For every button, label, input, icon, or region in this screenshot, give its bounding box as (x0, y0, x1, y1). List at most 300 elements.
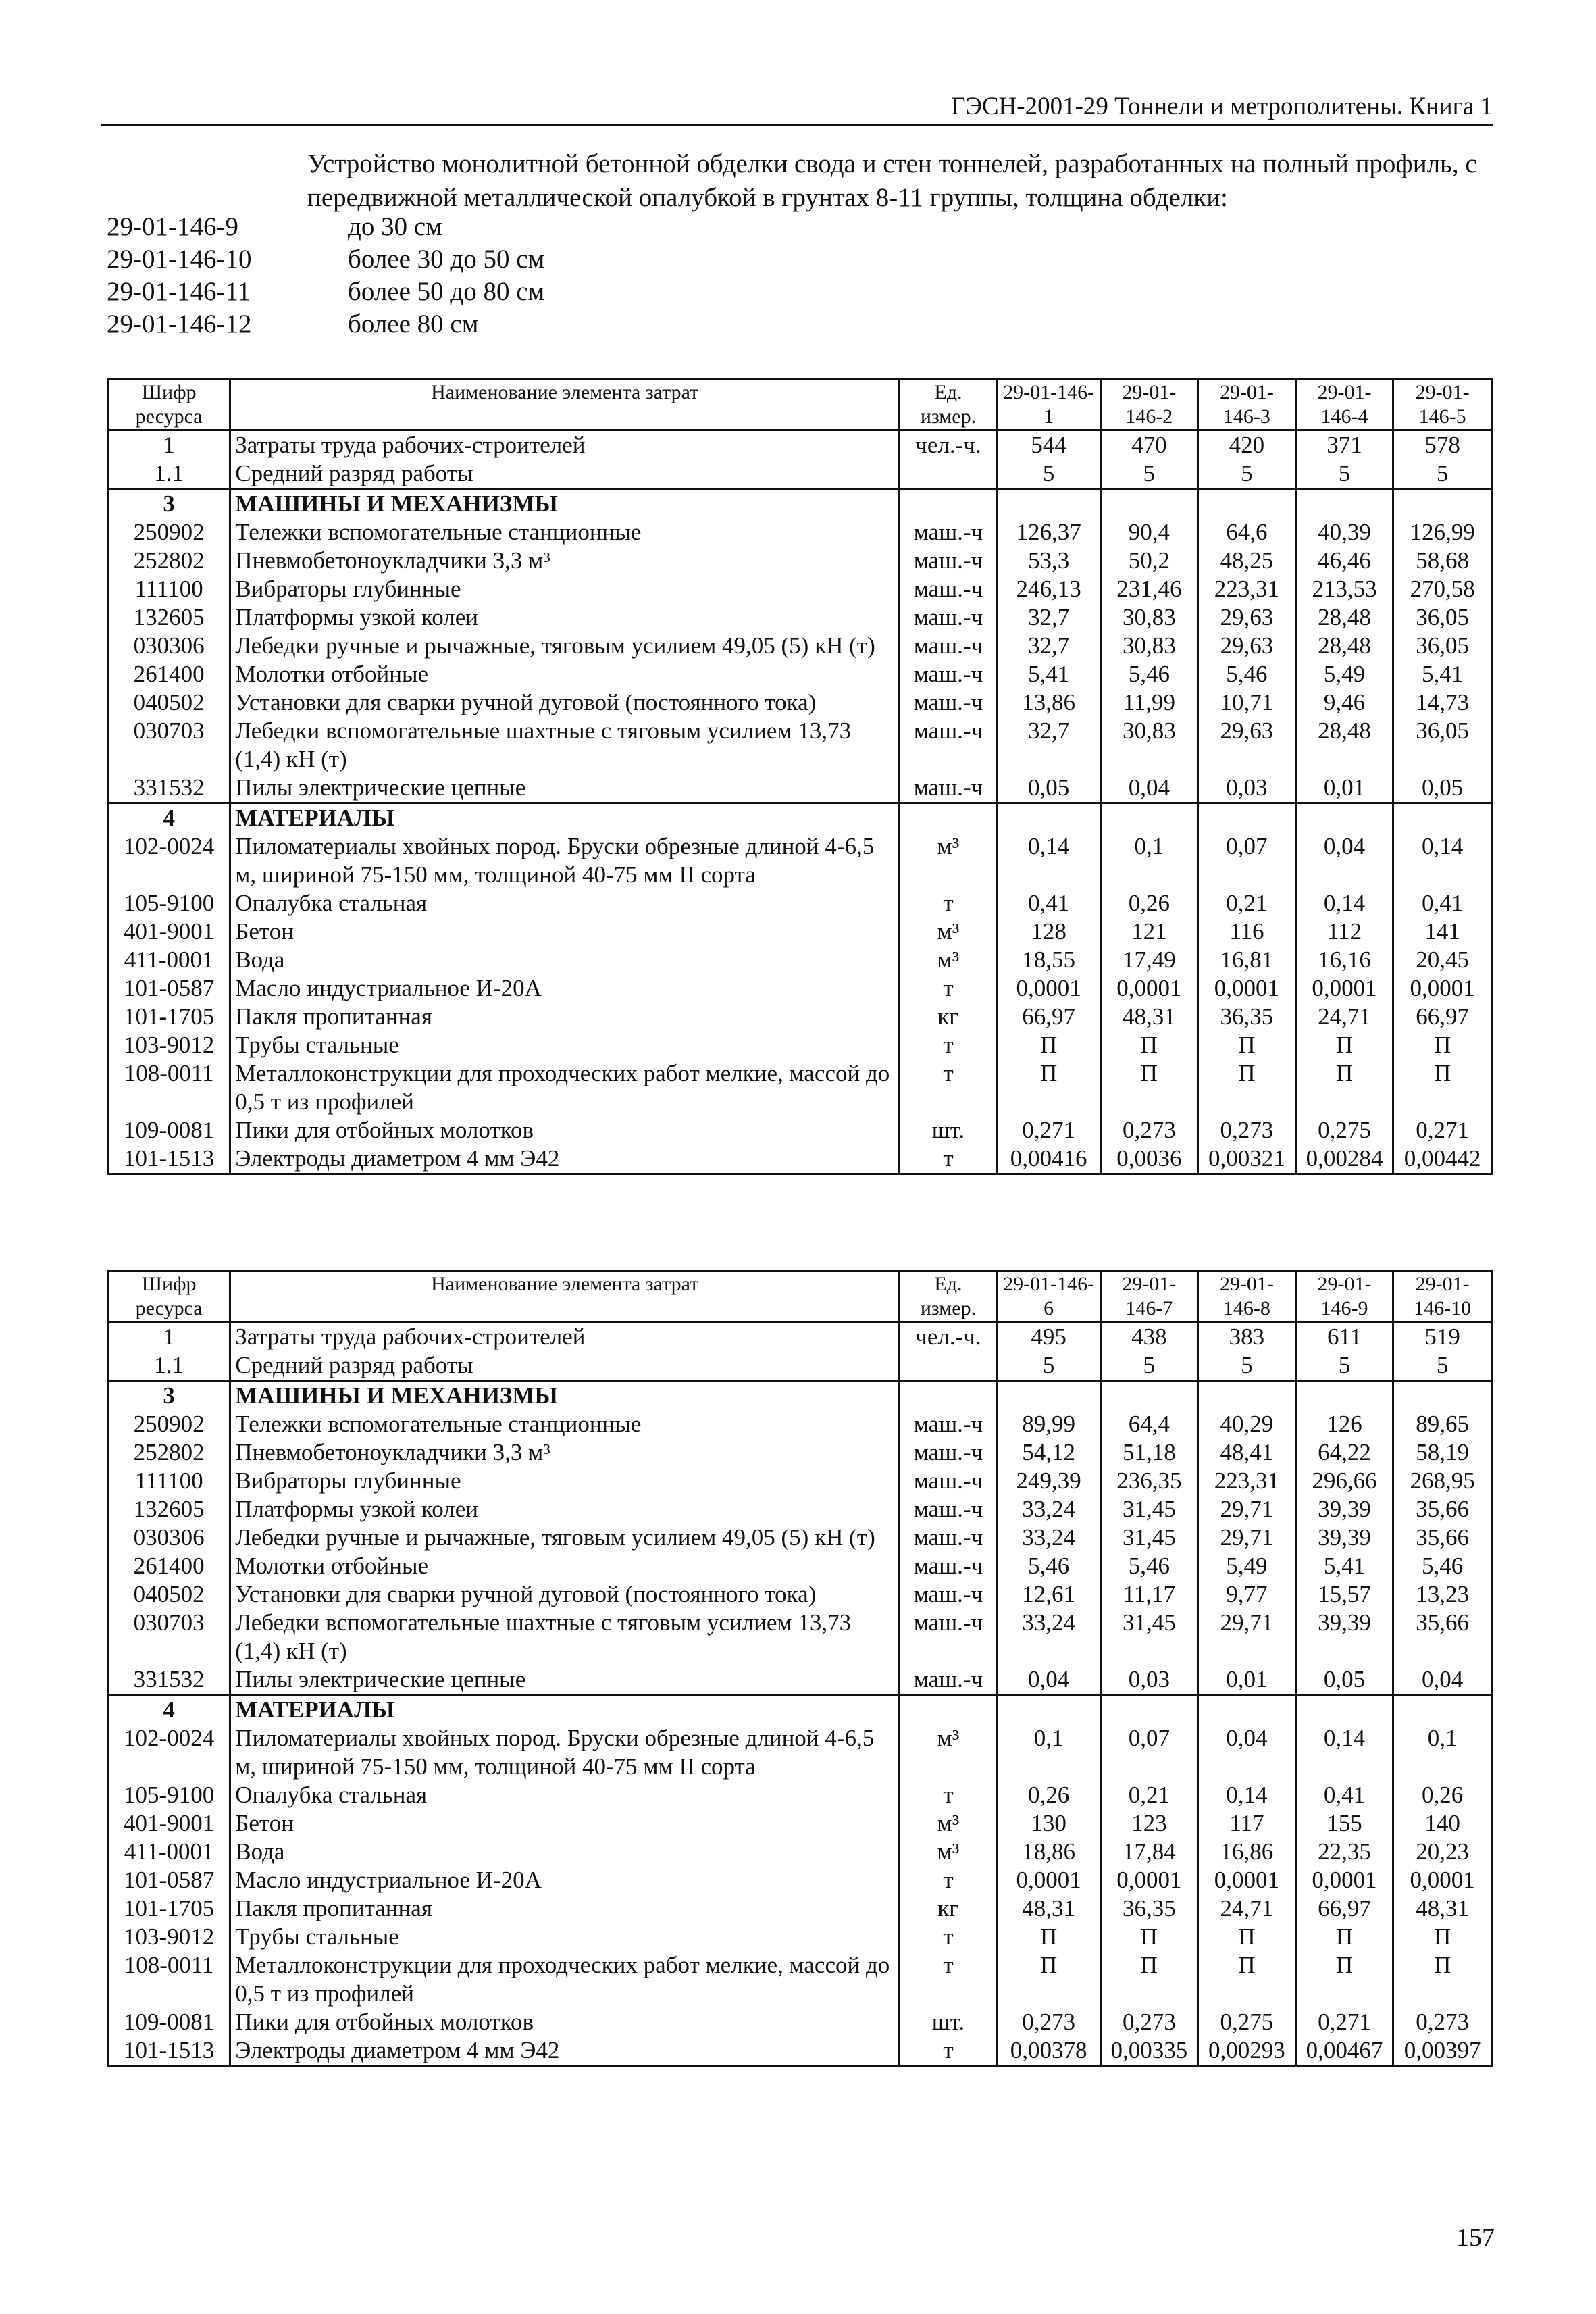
resource-value: 0,273 (1393, 2008, 1492, 2036)
resource-value: П (1100, 1031, 1198, 1059)
resource-value: 48,41 (1198, 1438, 1296, 1467)
resource-value: 5 (1295, 459, 1393, 489)
table-row (108, 2008, 1492, 2036)
resource-code: 030703 (108, 1609, 230, 1665)
table-row (108, 889, 1492, 917)
resource-value: 5,46 (1100, 660, 1198, 688)
resource-value: 121 (1100, 917, 1198, 946)
header-column: 29-01-146-3 (1198, 380, 1296, 430)
resource-code: 250902 (108, 518, 230, 547)
resource-name: Платформы узкой колеи (230, 1495, 900, 1524)
resource-unit: т (900, 1951, 998, 2008)
resource-value: 36,35 (1100, 1894, 1198, 1923)
code-number: 29-01-146-12 (107, 309, 252, 338)
resource-value: 31,45 (1100, 1609, 1198, 1665)
resource-code: 1.1 (108, 1351, 230, 1381)
resource-value: 438 (1100, 1322, 1198, 1352)
resource-value: 246,13 (997, 575, 1100, 603)
resource-name: Трубы стальные (230, 1923, 900, 1951)
resource-value: П (1295, 1031, 1393, 1059)
section-row (108, 489, 1492, 519)
resource-unit: маш.-ч (900, 1580, 998, 1609)
table-row (108, 1724, 1492, 1781)
resource-value: 48,31 (1100, 1003, 1198, 1031)
resource-value: 236,35 (1100, 1467, 1198, 1495)
resource-name: Опалубка стальная (230, 1781, 900, 1809)
resource-value: 20,45 (1393, 946, 1492, 974)
resource-unit: маш.-ч (900, 1524, 998, 1552)
resource-name: МАТЕРИАЛЫ (230, 803, 900, 833)
resource-value: 5 (1198, 1351, 1296, 1381)
resource-table-1 (107, 378, 1493, 1175)
resource-unit: маш.-ч (900, 1665, 998, 1695)
resource-name: Вибраторы глубинные (230, 1467, 900, 1495)
resource-value: 0,0001 (1295, 974, 1393, 1003)
resource-code: 102-0024 (108, 832, 230, 889)
resource-unit: маш.-ч (900, 1609, 998, 1665)
code-number: 29-01-146-10 (107, 245, 252, 274)
resource-unit: м³ (900, 832, 998, 889)
resource-code: 108-0011 (108, 1951, 230, 2008)
table-row (108, 1059, 1492, 1116)
resource-value: 0,275 (1295, 1116, 1393, 1145)
resource-unit: маш.-ч (900, 1410, 998, 1438)
header-code: Шифр ресурса (108, 1272, 230, 1322)
resource-value: 0,1 (1100, 832, 1198, 889)
resource-value: 36,05 (1393, 717, 1492, 774)
resource-name: Пневмобетоноукладчики 3,3 м³ (230, 547, 900, 575)
empty-cell (1295, 1381, 1393, 1411)
resource-value: 17,49 (1100, 946, 1198, 974)
resource-value: 24,71 (1198, 1894, 1296, 1923)
resource-name: Металлоконструкции для проходческих работ мелкие, массой до 0,5 т из профилей (230, 1951, 900, 2008)
resource-value: 16,86 (1198, 1838, 1296, 1866)
resource-name: МАТЕРИАЛЫ (230, 1695, 900, 1725)
empty-cell (1295, 489, 1393, 519)
header-column: 29-01-146-9 (1295, 1272, 1393, 1322)
resource-value: 28,48 (1295, 632, 1393, 660)
resource-value: 33,24 (997, 1495, 1100, 1524)
resource-value: 5 (1393, 459, 1492, 489)
resource-unit: м³ (900, 1838, 998, 1866)
resource-unit: кг (900, 1894, 998, 1923)
resource-value: 29,63 (1198, 717, 1296, 774)
resource-value: 0,0001 (1295, 1866, 1393, 1894)
resource-value: 5,49 (1198, 1552, 1296, 1580)
resource-code: 111100 (108, 575, 230, 603)
page-number: 157 (1456, 2223, 1495, 2252)
table-row (108, 1951, 1492, 2008)
table-row (108, 1609, 1492, 1665)
resource-value: 36,05 (1393, 603, 1492, 632)
table-row (108, 832, 1492, 889)
resource-value: 141 (1393, 917, 1492, 946)
resource-unit: маш.-ч (900, 717, 998, 774)
table-row (108, 917, 1492, 946)
resource-code: 4 (108, 1695, 230, 1725)
resource-value: 0,273 (1100, 1116, 1198, 1145)
resource-code: 101-1513 (108, 2036, 230, 2066)
resource-value: 0,00467 (1295, 2036, 1393, 2066)
resource-name: Пиломатериалы хвойных пород. Бруски обрезные длиной 4-6,5 м, шириной 75-150 мм, толщиной 40-75 мм II сорта (230, 832, 900, 889)
resource-value: 126 (1295, 1410, 1393, 1438)
resource-value: 22,35 (1295, 1838, 1393, 1866)
resource-value: 46,46 (1295, 547, 1393, 575)
resource-unit: маш.-ч (900, 547, 998, 575)
empty-cell (1393, 1381, 1492, 1411)
code-list-item (107, 308, 544, 341)
table-row (108, 459, 1492, 489)
resource-code: 101-0587 (108, 1866, 230, 1894)
empty-cell (1100, 489, 1198, 519)
resource-value: 270,58 (1393, 575, 1492, 603)
resource-value: 14,73 (1393, 688, 1492, 717)
table-row (108, 1866, 1492, 1894)
resource-value: 0,00416 (997, 1145, 1100, 1174)
resource-code: 030306 (108, 632, 230, 660)
header-column: 29-01-146-6 (997, 1272, 1100, 1322)
table-header-row (108, 380, 1492, 430)
empty-cell (900, 1695, 998, 1725)
resource-value: 5 (997, 459, 1100, 489)
resource-code: 109-0081 (108, 2008, 230, 2036)
resource-code: 030703 (108, 717, 230, 774)
resource-value: 32,7 (997, 603, 1100, 632)
resource-value: 5 (1100, 1351, 1198, 1381)
code-description: более 80 см (348, 309, 479, 338)
resource-value: 64,22 (1295, 1438, 1393, 1467)
resource-name: Пакля пропитанная (230, 1894, 900, 1923)
resource-value: 17,84 (1100, 1838, 1198, 1866)
table-row (108, 660, 1492, 688)
table-row (108, 946, 1492, 974)
section-row (108, 803, 1492, 833)
resource-code: 108-0011 (108, 1059, 230, 1116)
resource-code: 105-9100 (108, 1781, 230, 1809)
resource-value: 33,24 (997, 1524, 1100, 1552)
code-number: 29-01-146-9 (107, 212, 238, 241)
resource-code: 040502 (108, 1580, 230, 1609)
header-unit: Ед. измер. (900, 1272, 998, 1322)
resource-value: 0,21 (1198, 889, 1296, 917)
table-row (108, 430, 1492, 460)
resource-value: 5 (1295, 1351, 1393, 1381)
resource-value: 112 (1295, 917, 1393, 946)
resource-code: 261400 (108, 660, 230, 688)
resource-value: 0,00442 (1393, 1145, 1492, 1174)
resource-value: 371 (1295, 430, 1393, 460)
resource-code: 102-0024 (108, 1724, 230, 1781)
section-row (108, 1381, 1492, 1411)
resource-code: 040502 (108, 688, 230, 717)
header-column: 29-01-146-5 (1393, 380, 1492, 430)
resource-value: 0,26 (997, 1781, 1100, 1809)
header-column: 29-01-146-1 (997, 380, 1100, 430)
resource-value: 578 (1393, 430, 1492, 460)
resource-value: 24,71 (1295, 1003, 1393, 1031)
header-column: 29-01-146-2 (1100, 380, 1198, 430)
resource-value: П (1393, 1951, 1492, 2008)
resource-value: 296,66 (1295, 1467, 1393, 1495)
resource-value: 0,14 (1295, 889, 1393, 917)
table-row (108, 1524, 1492, 1552)
resource-name: Установки для сварки ручной дуговой (постоянного тока) (230, 1580, 900, 1609)
resource-code: 261400 (108, 1552, 230, 1580)
resource-unit: маш.-ч (900, 1467, 998, 1495)
resource-name: Пилы электрические цепные (230, 1665, 900, 1695)
resource-table-2 (107, 1270, 1493, 2067)
resource-value: 16,81 (1198, 946, 1296, 974)
resource-value: 0,41 (1295, 1781, 1393, 1809)
resource-value: П (1295, 1059, 1393, 1116)
resource-value: 64,6 (1198, 518, 1296, 547)
code-list (107, 211, 544, 341)
resource-value: 130 (997, 1809, 1100, 1838)
resource-code: 4 (108, 803, 230, 833)
resource-value: 39,39 (1295, 1609, 1393, 1665)
resource-value: 48,25 (1198, 547, 1296, 575)
resource-value: 90,4 (1100, 518, 1198, 547)
resource-name: Электроды диаметром 4 мм Э42 (230, 1145, 900, 1174)
resource-value: 0,273 (1100, 2008, 1198, 2036)
resource-value: 155 (1295, 1809, 1393, 1838)
resource-unit: шт. (900, 1116, 998, 1145)
resource-value: 5,41 (1393, 660, 1492, 688)
resource-code: 331532 (108, 774, 230, 803)
resource-name: Пакля пропитанная (230, 1003, 900, 1031)
resource-code: 101-1513 (108, 1145, 230, 1174)
empty-cell (997, 1695, 1100, 1725)
resource-unit: т (900, 1866, 998, 1894)
resource-code: 1 (108, 1322, 230, 1352)
resource-value: 5,46 (1100, 1552, 1198, 1580)
resource-value: П (1393, 1059, 1492, 1116)
resource-value: 36,05 (1393, 632, 1492, 660)
resource-value: 54,12 (997, 1438, 1100, 1467)
resource-value: П (997, 1031, 1100, 1059)
resource-value: П (997, 1923, 1100, 1951)
resource-name: Лебедки ручные и рычажные, тяговым усилием 49,05 (5) кН (т) (230, 632, 900, 660)
resource-code: 411-0001 (108, 1838, 230, 1866)
table-row (108, 688, 1492, 717)
resource-value: 0,05 (997, 774, 1100, 803)
resource-value: 0,01 (1295, 774, 1393, 803)
resource-value: 0,26 (1393, 1781, 1492, 1809)
resource-value: 5,46 (997, 1552, 1100, 1580)
resource-code: 109-0081 (108, 1116, 230, 1145)
table-row (108, 1145, 1492, 1174)
resource-value: 0,0001 (997, 974, 1100, 1003)
resource-code: 101-1705 (108, 1894, 230, 1923)
header-column: 29-01-146-4 (1295, 380, 1393, 430)
table-row (108, 1894, 1492, 1923)
resource-value: П (1198, 1031, 1296, 1059)
resource-value: 0,00335 (1100, 2036, 1198, 2066)
resource-value: 15,57 (1295, 1580, 1393, 1609)
table-row (108, 575, 1492, 603)
resource-value: 0,14 (1295, 1724, 1393, 1781)
empty-cell (997, 489, 1100, 519)
resource-unit: маш.-ч (900, 603, 998, 632)
header-column: 29-01-146-7 (1100, 1272, 1198, 1322)
resource-value: 89,99 (997, 1410, 1100, 1438)
resource-unit: маш.-ч (900, 688, 998, 717)
resource-value: 12,61 (997, 1580, 1100, 1609)
resource-value: 223,31 (1198, 1467, 1296, 1495)
resource-value: 30,83 (1100, 632, 1198, 660)
resource-name: Тележки вспомогательные станционные (230, 1410, 900, 1438)
empty-cell (1100, 803, 1198, 833)
resource-name: Молотки отбойные (230, 1552, 900, 1580)
resource-value: П (1393, 1923, 1492, 1951)
resource-value: 0,03 (1198, 774, 1296, 803)
table-row (108, 547, 1492, 575)
table-row (108, 717, 1492, 774)
resource-value: 5,46 (1393, 1552, 1492, 1580)
resource-code: 101-0587 (108, 974, 230, 1003)
resource-value: 32,7 (997, 632, 1100, 660)
empty-cell (1198, 489, 1296, 519)
resource-value: 36,35 (1198, 1003, 1296, 1031)
resource-value: 123 (1100, 1809, 1198, 1838)
resource-value: 0,00293 (1198, 2036, 1296, 2066)
resource-value: 0,00284 (1295, 1145, 1393, 1174)
resource-code: 401-9001 (108, 1809, 230, 1838)
resource-value: 0,21 (1100, 1781, 1198, 1809)
resource-value: 51,18 (1100, 1438, 1198, 1467)
empty-cell (997, 1381, 1100, 1411)
resource-value: 117 (1198, 1809, 1296, 1838)
resource-value: 18,86 (997, 1838, 1100, 1866)
resource-value: 231,46 (1100, 575, 1198, 603)
resource-code: 250902 (108, 1410, 230, 1438)
resource-value: 29,71 (1198, 1495, 1296, 1524)
resource-value: 39,39 (1295, 1495, 1393, 1524)
resource-code: 252802 (108, 1438, 230, 1467)
resource-value: 611 (1295, 1322, 1393, 1352)
resource-unit: маш.-ч (900, 660, 998, 688)
resource-value: 11,17 (1100, 1580, 1198, 1609)
table-row (108, 1467, 1492, 1495)
resource-value: 0,0001 (1100, 1866, 1198, 1894)
resource-value: 0,271 (1393, 1116, 1492, 1145)
resource-value: 29,63 (1198, 632, 1296, 660)
empty-cell (1198, 1381, 1296, 1411)
resource-code: 331532 (108, 1665, 230, 1695)
empty-cell (900, 1381, 998, 1411)
resource-code: 101-1705 (108, 1003, 230, 1031)
resource-value: 0,00378 (997, 2036, 1100, 2066)
resource-value: 0,14 (1393, 832, 1492, 889)
code-description: более 50 до 80 см (348, 277, 545, 306)
header-name: Наименование элемента затрат (230, 380, 900, 430)
resource-unit: м³ (900, 946, 998, 974)
code-description: более 30 до 50 см (348, 245, 545, 274)
resource-name: Пики для отбойных молотков (230, 1116, 900, 1145)
table-row (108, 518, 1492, 547)
resource-unit: т (900, 889, 998, 917)
resource-code: 111100 (108, 1467, 230, 1495)
resource-name: Средний разряд работы (230, 1351, 900, 1381)
resource-value: 5 (997, 1351, 1100, 1381)
empty-cell (900, 489, 998, 519)
resource-unit: т (900, 1923, 998, 1951)
resource-value: 544 (997, 430, 1100, 460)
resource-value: 128 (997, 917, 1100, 946)
resource-code: 132605 (108, 603, 230, 632)
resource-value: 89,65 (1393, 1410, 1492, 1438)
resource-value: П (997, 1951, 1100, 2008)
resource-unit (900, 1351, 998, 1381)
resource-value: 28,48 (1295, 603, 1393, 632)
resource-value: 0,275 (1198, 2008, 1296, 2036)
resource-value: 0,00397 (1393, 2036, 1492, 2066)
table-row (108, 603, 1492, 632)
code-description: до 30 см (348, 212, 442, 241)
resource-name: Металлоконструкции для проходческих работ мелкие, массой до 0,5 т из профилей (230, 1059, 900, 1116)
resource-unit: кг (900, 1003, 998, 1031)
resource-unit: м³ (900, 917, 998, 946)
table-row (108, 1923, 1492, 1951)
resource-value: 5,41 (1295, 1552, 1393, 1580)
table-row (108, 1351, 1492, 1381)
resource-value: 0,0001 (1198, 1866, 1296, 1894)
resource-value: 29,71 (1198, 1524, 1296, 1552)
resource-name: Тележки вспомогательные станционные (230, 518, 900, 547)
resource-value: 0,04 (1393, 1665, 1492, 1695)
code-list-item (107, 276, 544, 308)
resource-name: Вода (230, 946, 900, 974)
resource-value: 31,45 (1100, 1524, 1198, 1552)
resource-value: 9,46 (1295, 688, 1393, 717)
resource-code: 030306 (108, 1524, 230, 1552)
resource-value: П (1393, 1031, 1492, 1059)
table-row (108, 1410, 1492, 1438)
resource-unit: т (900, 2036, 998, 2066)
resource-code: 3 (108, 489, 230, 519)
resource-value: П (1198, 1951, 1296, 2008)
resource-value: 0,14 (997, 832, 1100, 889)
resource-value: 29,63 (1198, 603, 1296, 632)
resource-name: Вибраторы глубинные (230, 575, 900, 603)
header-code: Шифр ресурса (108, 380, 230, 430)
resource-unit (900, 459, 998, 489)
resource-value: 30,83 (1100, 717, 1198, 774)
resource-code: 252802 (108, 547, 230, 575)
resource-name: Пики для отбойных молотков (230, 2008, 900, 2036)
resource-value: 0,41 (997, 889, 1100, 917)
resource-unit: маш.-ч (900, 1495, 998, 1524)
resource-value: 0,04 (1295, 832, 1393, 889)
resource-value: 39,39 (1295, 1524, 1393, 1552)
resource-name: Лебедки вспомогательные шахтные с тяговым усилием 13,73 (1,4) кН (т) (230, 1609, 900, 1665)
resource-value: 383 (1198, 1322, 1296, 1352)
resource-code: 1.1 (108, 459, 230, 489)
resource-value: П (1295, 1923, 1393, 1951)
table-row (108, 1580, 1492, 1609)
empty-cell (997, 803, 1100, 833)
resource-name: Лебедки ручные и рычажные, тяговым усилием 49,05 (5) кН (т) (230, 1524, 900, 1552)
resource-value: 0,0036 (1100, 1145, 1198, 1174)
empty-cell (1100, 1695, 1198, 1725)
resource-code: 411-0001 (108, 946, 230, 974)
resource-value: 40,39 (1295, 518, 1393, 547)
header-name: Наименование элемента затрат (230, 1272, 900, 1322)
resource-value: 0,271 (1295, 2008, 1393, 2036)
section-intro: Устройство монолитной бетонной обделки свода и стен тоннелей, разработанных на полный профиль, с передвижной металлической опалубкой в грунтах 8-11 группы, толщина обделки: (307, 149, 1477, 212)
resource-value: 29,71 (1198, 1609, 1296, 1665)
resource-value: 0,00321 (1198, 1145, 1296, 1174)
